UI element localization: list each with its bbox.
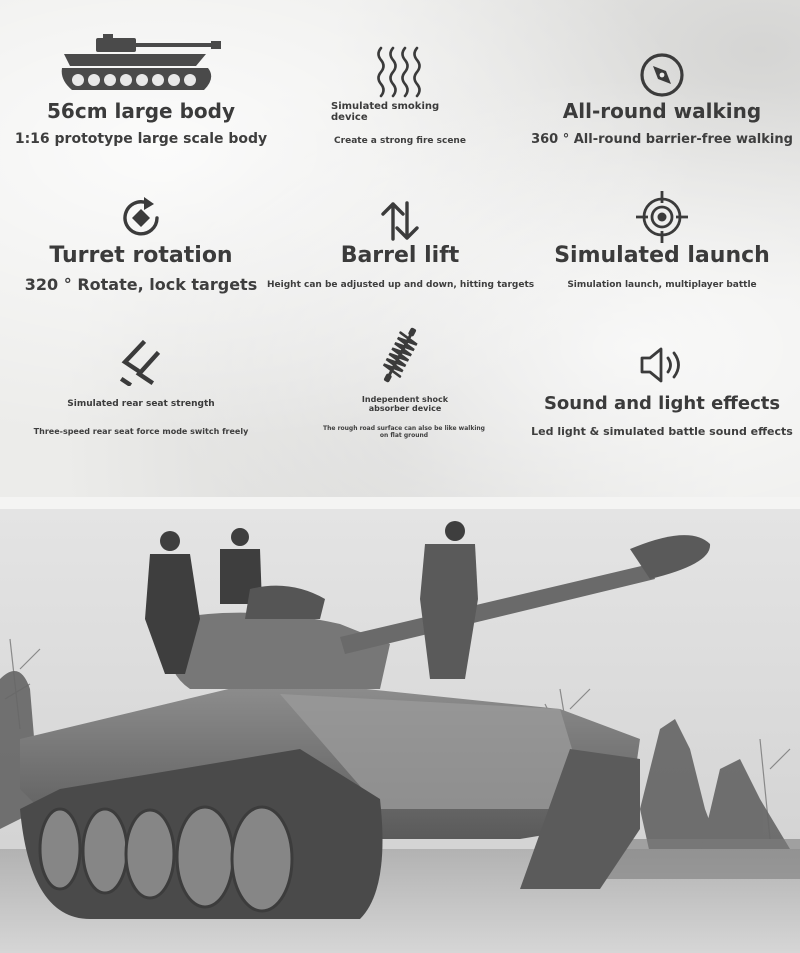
feature-title: 56cm large body bbox=[47, 99, 235, 123]
feature-subtitle: Led light & simulated battle sound effects bbox=[531, 425, 793, 438]
feature-subtitle: 360 ° All-round barrier-free walking bbox=[531, 132, 793, 147]
feature-subtitle: Simulation launch, multiplayer battle bbox=[567, 280, 757, 290]
crosshair-icon bbox=[636, 191, 688, 243]
tank-photo bbox=[0, 509, 800, 953]
feature-title: Barrel lift bbox=[340, 243, 460, 268]
feature-turret-rotation bbox=[8, 160, 274, 320]
feature-barrel-lift bbox=[267, 160, 533, 320]
feature-simulated-launch bbox=[529, 160, 795, 320]
feature-title: Simulated rear seat strength bbox=[67, 399, 215, 409]
feature-shock-absorber bbox=[267, 320, 533, 497]
tank-icon bbox=[56, 34, 226, 94]
feature-title: All-round walking bbox=[562, 99, 762, 123]
feature-smoking-device bbox=[267, 0, 533, 160]
feature-large-body bbox=[8, 0, 274, 160]
feature-subtitle: Height can be adjusted up and down, hitting targets bbox=[267, 280, 535, 290]
recoil-icon bbox=[119, 340, 163, 386]
feature-title: Simulated launch bbox=[554, 243, 770, 268]
speaker-icon bbox=[639, 345, 685, 385]
feature-title: Independent shock absorber device bbox=[361, 395, 449, 413]
feature-title: Sound and light effects bbox=[543, 393, 781, 414]
feature-rear-seat-strength bbox=[8, 320, 274, 497]
section-divider bbox=[0, 497, 800, 509]
up-down-arrows-icon bbox=[377, 201, 423, 241]
feature-all-round-walking bbox=[529, 0, 795, 160]
smoke-icon bbox=[375, 46, 425, 98]
compass-icon bbox=[639, 52, 685, 98]
shock-absorber-icon bbox=[380, 325, 420, 385]
feature-title: Simulated smoking device bbox=[331, 101, 440, 123]
feature-subtitle: 1:16 prototype large scale body bbox=[14, 131, 268, 147]
feature-subtitle: Three-speed rear seat force mode switch freely bbox=[33, 427, 249, 436]
feature-subtitle: The rough road surface can also be like walking on flat ground bbox=[323, 425, 485, 439]
feature-title: Turret rotation bbox=[49, 243, 233, 268]
rotate-icon bbox=[117, 194, 165, 242]
feature-subtitle: Create a strong fire scene bbox=[334, 136, 466, 146]
feature-subtitle: 320 ° Rotate, lock targets bbox=[24, 275, 258, 294]
feature-sound-light bbox=[529, 320, 795, 497]
